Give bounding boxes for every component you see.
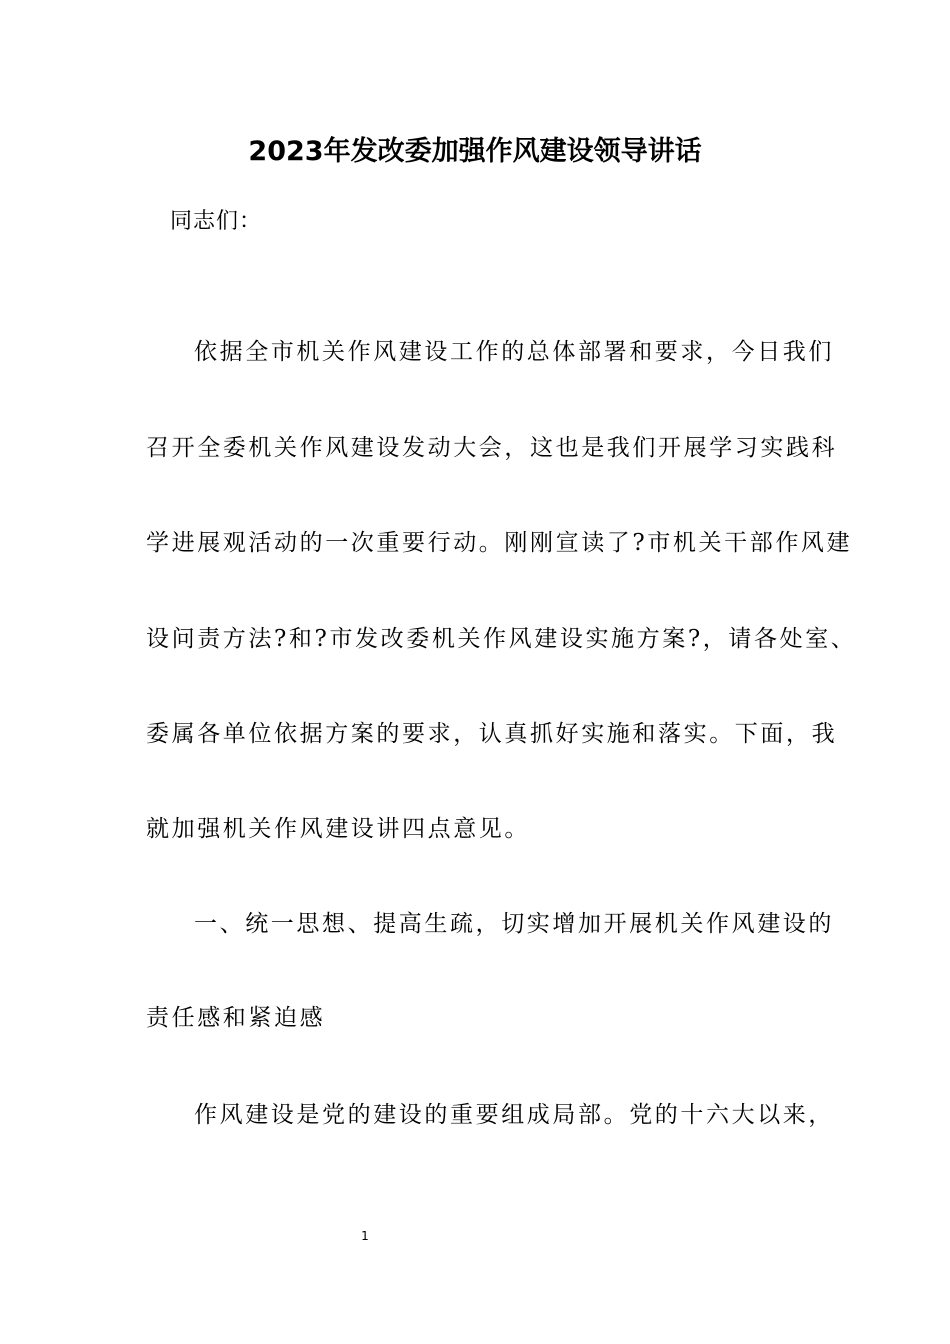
document-title: 2023年发改委加强作风建设领导讲话 [248,136,702,167]
paragraph-line-3: 学进展观活动的一次重要行动。刚刚宣读了?市机关干部作风建 [146,530,853,556]
paragraph-line-2: 召开全委机关作风建设发动大会，这也是我们开展学习实践科 [146,435,838,461]
section-heading-line-1: 一、统一思想、提高生疏，切实增加开展机关作风建设的 [194,911,834,937]
section-heading-line-2: 责任感和紧迫感 [146,1005,326,1031]
greeting-line: 同志们： [170,209,263,234]
page-number: 1 [361,1229,369,1243]
paragraph-line-4: 设问责方法?和?市发改委机关作风建设实施方案?，请各处室、 [146,626,857,652]
paragraph-line-5: 委属各单位依据方案的要求，认真抓好实施和落实。下面，我 [146,721,838,747]
paragraph-line-1: 依据全市机关作风建设工作的总体部署和要求，今日我们 [194,339,834,365]
paragraph-line-6: 就加强机关作风建设讲四点意见。 [146,816,530,842]
paragraph-line-7: 作风建设是党的建设的重要组成局部。党的十六大以来， [194,1102,834,1128]
